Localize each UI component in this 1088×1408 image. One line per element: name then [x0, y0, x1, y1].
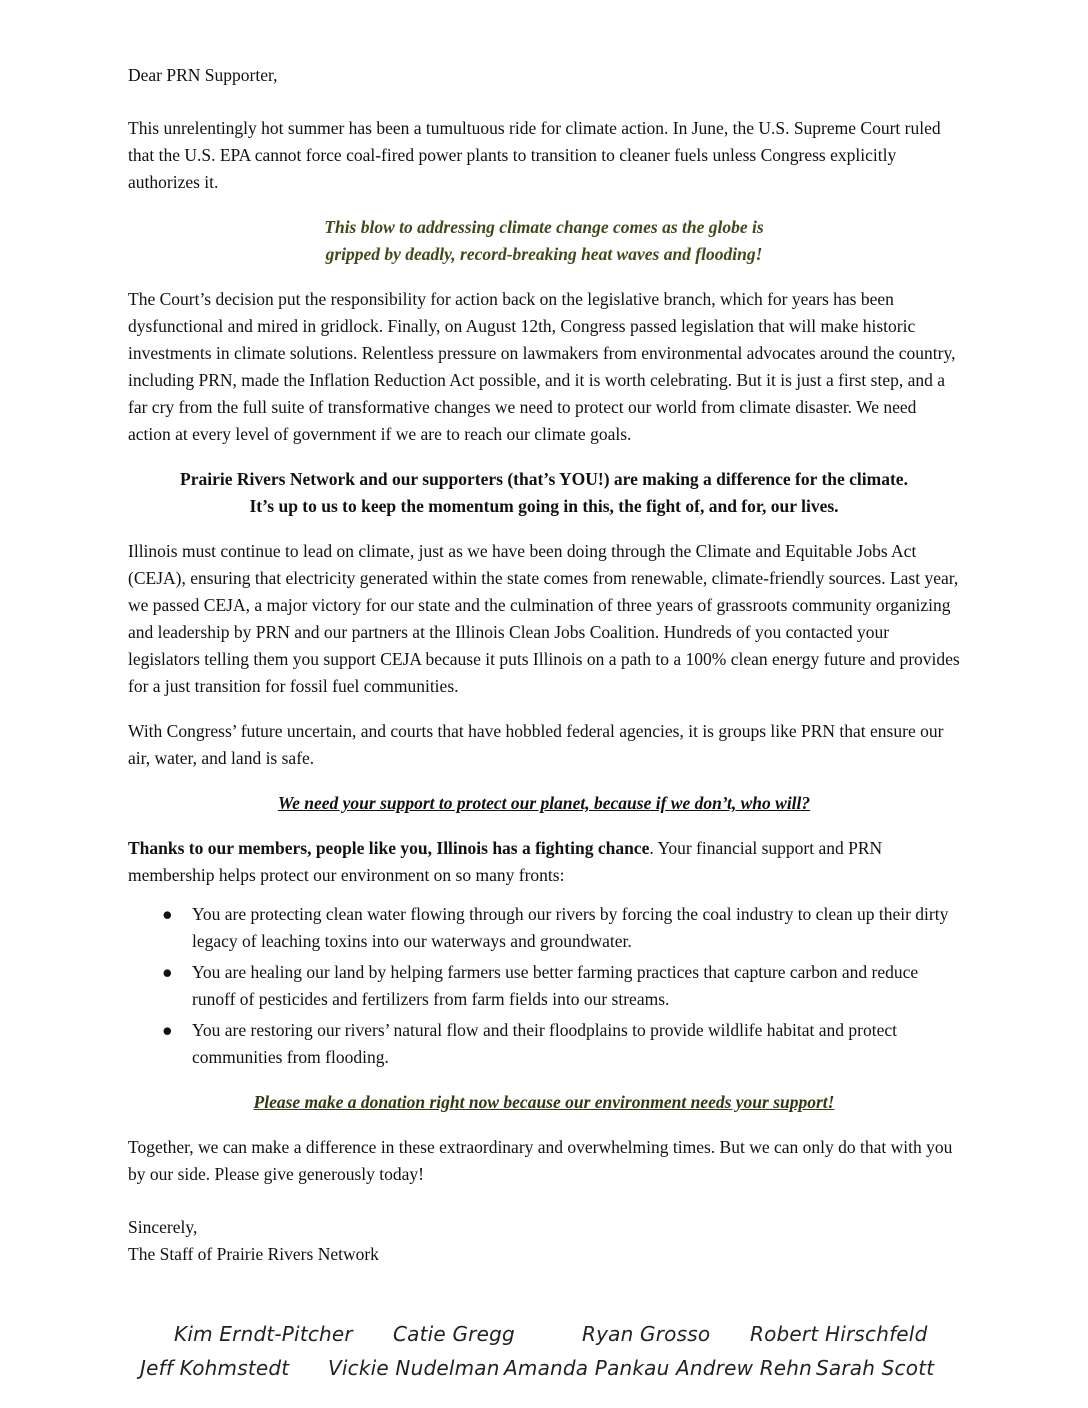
- highlight-line-2: It’s up to us to keep the momentum going in this, the fight of, and for, our lives.: [249, 496, 839, 516]
- signature: Andrew Rehn: [676, 1356, 813, 1380]
- bullet-icon: ●: [162, 1020, 173, 1040]
- callout-line-1: This blow to addressing climate change comes as the globe is: [324, 217, 764, 237]
- closing: [128, 1214, 960, 1268]
- signature: Robert Hirschfeld: [750, 1322, 928, 1346]
- paragraph-congress-courts: With Congress’ future uncertain, and courts that have hobbled federal agencies, it is groups like PRN that ensure our air, water, and land is safe.: [128, 721, 944, 768]
- letter-body: [128, 56, 960, 1268]
- list-item: [162, 1017, 960, 1071]
- highlight-supporters: [128, 466, 960, 520]
- signature: Sarah Scott: [816, 1356, 935, 1380]
- list-item: [162, 901, 960, 955]
- callout-heat-waves: [128, 214, 960, 268]
- list-item-text: You are protecting clean water flowing through our rivers by forcing the coal industry to clean up their dirty legacy of leaching toxins into our waterways and groundwater.: [192, 904, 949, 951]
- signature: Vickie Nudelman: [328, 1356, 500, 1380]
- list-item: [162, 959, 960, 1013]
- paragraph-together: Together, we can make a difference in these extraordinary and overwhelming times. But we can only do that with you by our side. Please give generously today!: [128, 1137, 953, 1184]
- bullet-icon: ●: [162, 904, 173, 924]
- impact-list: [128, 901, 960, 1071]
- list-item-text: You are restoring our rivers’ natural flow and their floodplains to provide wildlife habitat and protect communities from flooding.: [192, 1020, 897, 1067]
- paragraph-ceja: Illinois must continue to lead on climate, just as we have been doing through the Climate and Equitable Jobs Act (CEJA), ensuring that electricity generated within the state comes from renewable, climate-friendly sources. Last year, we passed CEJA, a major victory for our state and the culmination of three years of grassroots community organizing and leadership by PRN and our partners at the Illinois Clean Jobs Coalition. Hundreds of you contacted your legislators telling them you support CEJA because it puts Illinois on a path to a 100% clean energy future and provides for a just transition for fossil fuel communities.: [128, 541, 960, 696]
- list-item-text: You are healing our land by helping farmers use better farming practices that capture carbon and reduce runoff of pesticides and fertilizers from farm fields into our streams.: [192, 962, 919, 1009]
- members-rest-text: . Your financial support and PRN membership helps protect our environment on so many fronts:: [128, 838, 883, 885]
- closing-sincerely: Sincerely,: [128, 1217, 198, 1237]
- highlight-line-1: Prairie Rivers Network and our supporters (that’s YOU!) are making a difference for the climate.: [180, 469, 908, 489]
- bullet-icon: ●: [162, 962, 173, 982]
- callout-line-2: gripped by deadly, record-breaking heat waves and flooding!: [325, 244, 763, 264]
- closing-staff: The Staff of Prairie Rivers Network: [128, 1244, 379, 1264]
- greeting: Dear PRN Supporter,: [128, 65, 278, 85]
- support-ask: We need your support to protect our planet, because if we don’t, who will?: [277, 793, 811, 813]
- paragraph-members: [128, 835, 960, 889]
- signature: Ryan Grosso: [582, 1322, 711, 1346]
- paragraph-inflation-reduction-act: The Court’s decision put the responsibility for action back on the legislative branch, which for years has been dysfunctional and mired in gridlock. Finally, on August 12th, Congress passed legislation that will make historic investments in climate solutions. Relentless pressure on lawmakers from environmental advocates around the country, including PRN, made the Inflation Reduction Act possible, and it is worth celebrating. But it is just a first step, and a far cry from the full suite of transformative changes we need to protect our world from climate disaster. We need action at every level of government if we are to reach our climate goals.: [128, 289, 956, 444]
- signature: Catie Gregg: [393, 1322, 515, 1346]
- donation-appeal: Please make a donation right now because our environment needs your support!: [253, 1092, 835, 1112]
- signature: Kim Erndt-Pitcher: [174, 1322, 353, 1346]
- signature: Amanda Pankau: [504, 1356, 670, 1380]
- paragraph-supreme-court: This unrelentingly hot summer has been a tumultuous ride for climate action. In June, the U.S. Supreme Court ruled that the U.S. EPA cannot force coal-fired power plants to transition to cleaner fuels unless Congress explicitly authorizes it.: [128, 118, 941, 192]
- signature: Jeff Kohmstedt: [140, 1356, 290, 1380]
- members-bold-text: Thanks to our members, people like you, Illinois has a fighting chance: [128, 838, 650, 858]
